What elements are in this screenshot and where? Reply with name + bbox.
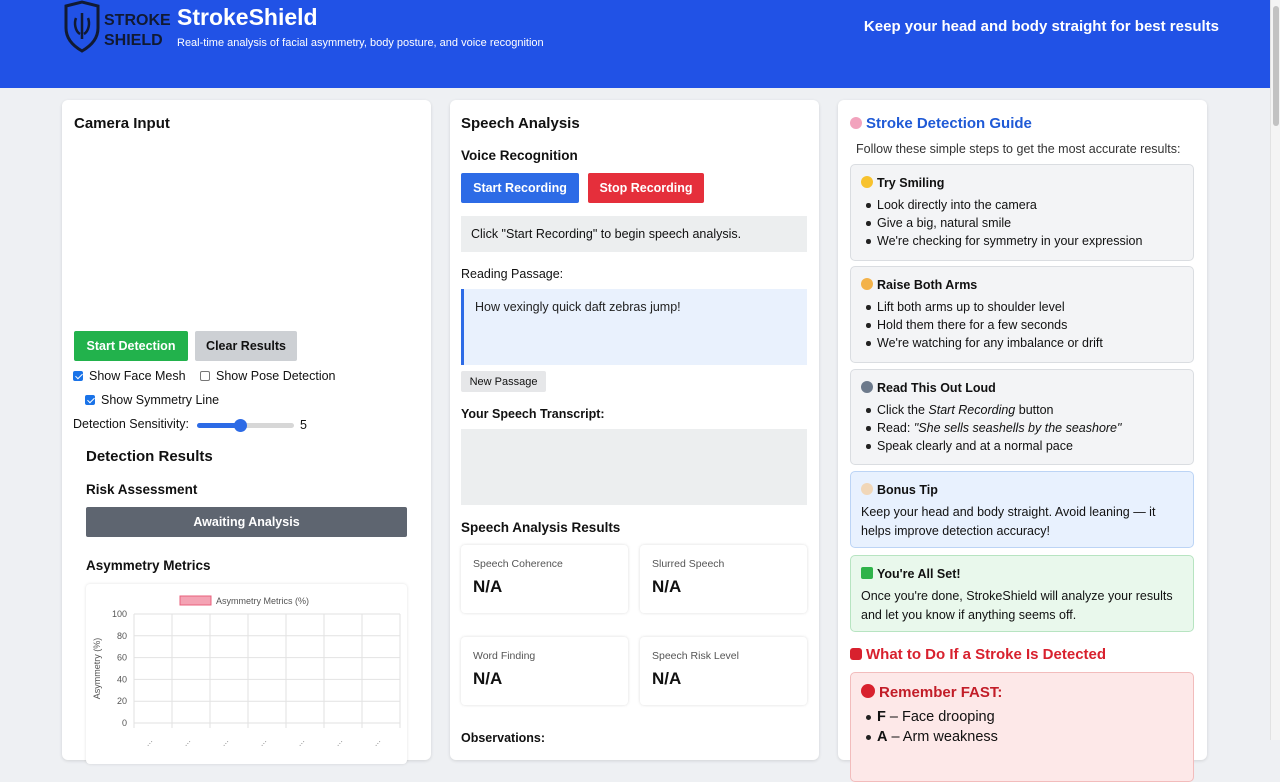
sensitivity-value: 5 (300, 418, 307, 432)
page-scrollbar[interactable] (1270, 0, 1280, 740)
hand-icon (861, 483, 873, 495)
all-set-card-title (861, 567, 1183, 581)
start-detection-button[interactable]: Start Detection (74, 331, 188, 361)
camera-title: Camera Input (74, 115, 170, 132)
app-title: StrokeShield (177, 4, 318, 30)
y-tick-label: 40 (116, 674, 127, 685)
arms-card-title (861, 278, 1183, 292)
smile-title-text: Try Smiling (877, 176, 945, 190)
x-tick-label: … (218, 736, 231, 749)
list-item: Read: "She sells seashells by the seashore" (861, 419, 1183, 437)
list-item: We're watching for any imbalance or drift (861, 334, 1183, 352)
list-item: Lift both arms up to shoulder level (861, 298, 1183, 316)
symmetry-line-checkbox-box[interactable] (85, 395, 95, 405)
smile-card (850, 164, 1194, 261)
fast-card (850, 672, 1194, 782)
arms-title-text: Raise Both Arms (877, 278, 978, 292)
bonus-tip-text: Keep your head and body straight. Avoid leaning — it helps improve detection accuracy! (861, 505, 1156, 538)
new-passage-button[interactable]: New Passage (461, 371, 546, 392)
y-axis-label: Asymmetry (%) (92, 637, 102, 700)
start-recording-button[interactable]: Start Recording (461, 173, 579, 203)
metric-value: N/A (473, 577, 503, 596)
face-mesh-checkbox-box[interactable] (73, 371, 83, 381)
risk-status-bar: Awaiting Analysis (86, 507, 407, 537)
metric-label: Speech Coherence (473, 558, 563, 570)
fast-title (861, 684, 1183, 701)
metric-card-slurred (640, 545, 807, 613)
y-tick-label: 20 (116, 696, 127, 707)
speaking-head-icon (861, 381, 873, 393)
x-tick-label: … (180, 736, 193, 749)
x-tick-label: … (294, 736, 307, 749)
y-tick-label: 0 (121, 718, 127, 728)
sensitivity-slider-thumb[interactable] (234, 419, 247, 432)
guide-intro: Follow these simple steps to get the most accurate results: (856, 142, 1181, 156)
brain-icon (850, 117, 862, 129)
face-mesh-label: Show Face Mesh (89, 369, 186, 383)
stroke-detected-title (850, 646, 1106, 663)
y-tick-label: 100 (111, 609, 127, 619)
metric-label: Speech Risk Level (652, 650, 739, 662)
list-item: Hold them there for a few seconds (861, 316, 1183, 334)
metric-value: N/A (652, 669, 682, 688)
y-tick-label: 60 (116, 652, 127, 663)
x-tick-label: … (370, 736, 383, 749)
check-mark-icon (861, 567, 873, 579)
asymmetry-chart (86, 584, 407, 764)
bonus-tip-card (850, 471, 1194, 548)
stop-recording-button[interactable]: Stop Recording (588, 173, 704, 203)
list-item: A – Arm weakness (861, 727, 1183, 747)
y-tick-label: 80 (116, 630, 127, 641)
detection-results-title: Detection Results (86, 448, 213, 465)
metric-card-risk-level (640, 637, 807, 705)
siren-icon (850, 648, 862, 660)
smile-card-title (861, 176, 1183, 190)
strokeshield-logo (62, 1, 171, 53)
observations-label: Observations: (461, 731, 546, 745)
guide-title-text: Stroke Detection Guide (866, 115, 1032, 132)
fast-title-text: Remember FAST: (879, 684, 1003, 701)
speech-transcript (461, 429, 807, 505)
symmetry-line-checkbox[interactable] (85, 393, 219, 407)
x-tick-label: … (332, 736, 345, 749)
pose-detection-checkbox[interactable] (200, 369, 336, 383)
list-item: Give a big, natural smile (861, 214, 1183, 232)
legend-swatch (180, 596, 211, 605)
metric-label: Word Finding (473, 650, 536, 662)
all-set-text: Once you're done, StrokeShield will analyze your results and let you know if anything seems off. (861, 589, 1173, 622)
metric-value: N/A (652, 577, 682, 596)
read-list (861, 401, 1183, 456)
all-set-title-text: You're All Set! (877, 567, 961, 581)
face-mesh-checkbox[interactable] (73, 369, 186, 383)
guide-panel (838, 100, 1207, 760)
stroke-title-text: What to Do If a Stroke Is Detected (866, 646, 1107, 663)
list-item: F – Face drooping (861, 707, 1183, 727)
list-item: Speak clearly and at a normal pace (861, 437, 1183, 455)
asymmetry-metrics-title: Asymmetry Metrics (86, 558, 211, 573)
transcript-label: Your Speech Transcript: (461, 407, 605, 421)
reading-passage: How vexingly quick daft zebras jump! (461, 289, 807, 365)
read-card-title (861, 381, 1183, 395)
sensitivity-slider[interactable] (197, 423, 294, 428)
camera-video-area (74, 142, 419, 322)
x-tick-label: … (256, 736, 269, 749)
all-set-card (850, 555, 1194, 632)
logo-text-bottom: SHIELD (104, 32, 163, 49)
arms-list (861, 298, 1183, 353)
smile-icon (861, 176, 873, 188)
guide-title (850, 115, 1032, 132)
symmetry-line-label: Show Symmetry Line (101, 393, 220, 407)
voice-recognition-title: Voice Recognition (461, 148, 578, 163)
pose-detection-checkbox-box[interactable] (200, 371, 210, 381)
risk-assessment-title: Risk Assessment (86, 482, 198, 497)
app-header (0, 0, 1270, 88)
arms-card (850, 266, 1194, 363)
header-tip: Keep your head and body straight for best results (863, 18, 1219, 35)
speech-title: Speech Analysis (461, 115, 580, 132)
metric-card-word-finding (461, 637, 628, 705)
red-circle-icon (861, 684, 875, 698)
list-item: Click the Start Recording button (861, 401, 1183, 419)
app-subtitle: Real-time analysis of facial asymmetry, body posture, and voice recognition (177, 37, 544, 49)
speech-status: Click "Start Recording" to begin speech analysis. (461, 216, 807, 252)
fast-list (861, 707, 1183, 747)
read-card (850, 369, 1194, 465)
list-item: We're checking for symmetry in your expression (861, 232, 1183, 250)
bonus-card-title (861, 483, 1183, 497)
pose-detection-label: Show Pose Detection (216, 369, 336, 383)
clear-results-button[interactable]: Clear Results (195, 331, 297, 361)
list-item: Look directly into the camera (861, 196, 1183, 214)
raised-hands-icon (861, 278, 873, 290)
sensitivity-label: Detection Sensitivity: (73, 417, 190, 431)
scrollbar-thumb[interactable] (1273, 6, 1279, 126)
speech-results-title: Speech Analysis Results (461, 520, 621, 535)
legend-label: Asymmetry Metrics (%) (216, 596, 309, 606)
metric-label: Slurred Speech (652, 558, 725, 570)
metric-card-coherence (461, 545, 628, 613)
speech-panel (450, 100, 819, 760)
logo-text-top: STROKE (104, 12, 171, 29)
camera-panel (62, 100, 431, 760)
smile-list (861, 196, 1183, 251)
reading-passage-label: Reading Passage: (461, 267, 564, 281)
bonus-title-text: Bonus Tip (877, 483, 938, 497)
metric-value: N/A (473, 669, 503, 688)
asymmetry-chart-card (86, 584, 407, 764)
x-tick-label: … (142, 736, 155, 749)
read-title-text: Read This Out Loud (877, 381, 996, 395)
